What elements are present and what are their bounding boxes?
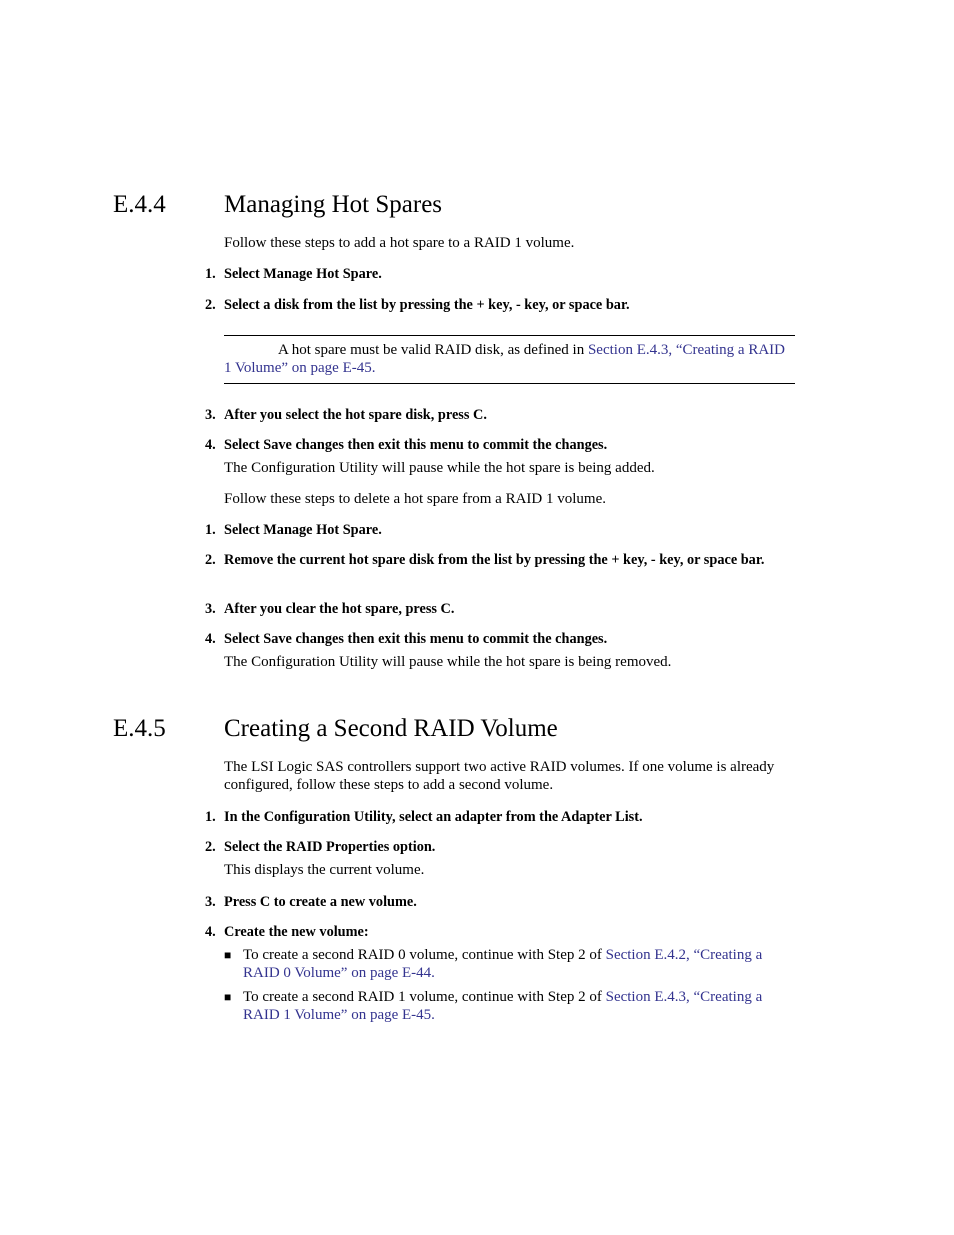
section-title: Managing Hot Spares (224, 191, 443, 218)
bullet-plain-text: To create a second RAID 0 volume, continue with Step 2 of (243, 947, 606, 963)
del-step-2 (205, 551, 795, 569)
step-number: 1. (205, 266, 216, 282)
second-volume-intro: The LSI Logic SAS controllers support two active RAID volumes. If one volume is already configured, follow these steps to add a second volume. (224, 759, 775, 793)
step-text: Remove the current hot spare disk from the list by pressing the + key, - key, or space bar. (224, 552, 765, 568)
section-title: Creating a Second RAID Volume (224, 715, 558, 742)
step-text: Select Manage Hot Spare. (224, 522, 382, 538)
note-top-rule (224, 335, 795, 336)
bullet-link[interactable]: Section E.4.3, “Creating a RAID 1 Volume” on page E-45 (243, 989, 763, 1023)
add-step-3 (205, 406, 795, 424)
note-end: . (371, 360, 376, 376)
note-text: A hot spare must be valid RAID disk, as defined in (278, 342, 588, 358)
note-bottom-rule (224, 383, 795, 384)
step-number: 4. (205, 924, 216, 940)
vol-step-2 (205, 838, 795, 856)
vol-step-2-result: This displays the current volume. (224, 862, 425, 878)
intro-delete-paragraph: Follow these steps to delete a hot spare from a RAID 1 volume. (224, 491, 607, 507)
step-text: After you clear the hot spare, press C. (224, 601, 455, 617)
step-number: 2. (205, 839, 216, 855)
section-number: E.4.4 (113, 191, 166, 218)
step-number: 3. (205, 407, 216, 423)
step-text: Select the RAID Properties option. (224, 839, 436, 855)
step-text: Create the new volume: (224, 924, 369, 940)
vol-step-4 (205, 923, 795, 941)
del-step-3 (205, 600, 795, 618)
intro-add-paragraph: Follow these steps to add a hot spare to a RAID 1 volume. (224, 235, 575, 251)
step-text: Select Save changes then exit this menu to commit the changes. (224, 437, 608, 453)
step-number: 2. (205, 297, 216, 313)
del-step-4 (205, 630, 795, 648)
bullet-square-icon: ■ (224, 948, 232, 962)
add-step-1 (205, 265, 795, 283)
delete-result: The Configuration Utility will pause while the hot spare is being removed. (224, 654, 672, 670)
section-number: E.4.5 (113, 715, 166, 742)
bullet-plain-text: To create a second RAID 1 volume, continue with Step 2 of (243, 989, 606, 1005)
vol-step-3 (205, 893, 795, 911)
step-number: 3. (205, 894, 216, 910)
step-text: Press C to create a new volume. (224, 894, 417, 910)
step-number: 3. (205, 601, 216, 617)
step-number: 1. (205, 522, 216, 538)
add-step-2 (205, 296, 795, 314)
bullet-text (243, 946, 795, 982)
bullet-end: . (431, 1007, 435, 1023)
add-result: The Configuration Utility will pause while the hot spare is being added. (224, 460, 655, 476)
bullet-end: . (431, 965, 435, 981)
step-text: Select Save changes then exit this menu to commit the changes. (224, 631, 608, 647)
step-text: After you select the hot spare disk, press C. (224, 407, 487, 423)
bullet-square-icon: ■ (224, 990, 232, 1004)
step-number: 4. (205, 631, 216, 647)
step-text: Select Manage Hot Spare. (224, 266, 382, 282)
step-text: Select a disk from the list by pressing the + key, - key, or space bar. (224, 297, 630, 313)
bullet-link[interactable]: Section E.4.2, “Creating a RAID 0 Volume” on page E-44 (243, 947, 763, 981)
note-box (224, 341, 795, 377)
del-step-1 (205, 521, 795, 539)
bullet-text (243, 988, 795, 1024)
step-number: 4. (205, 437, 216, 453)
step-number: 2. (205, 552, 216, 568)
note-link[interactable]: Section E.4.3, “Creating a RAID 1 Volume” on page E-45 (224, 342, 786, 376)
step-text: In the Configuration Utility, select an adapter from the Adapter List. (224, 809, 643, 825)
vol-step-1 (205, 808, 795, 826)
step-number: 1. (205, 809, 216, 825)
add-step-4 (205, 436, 795, 454)
